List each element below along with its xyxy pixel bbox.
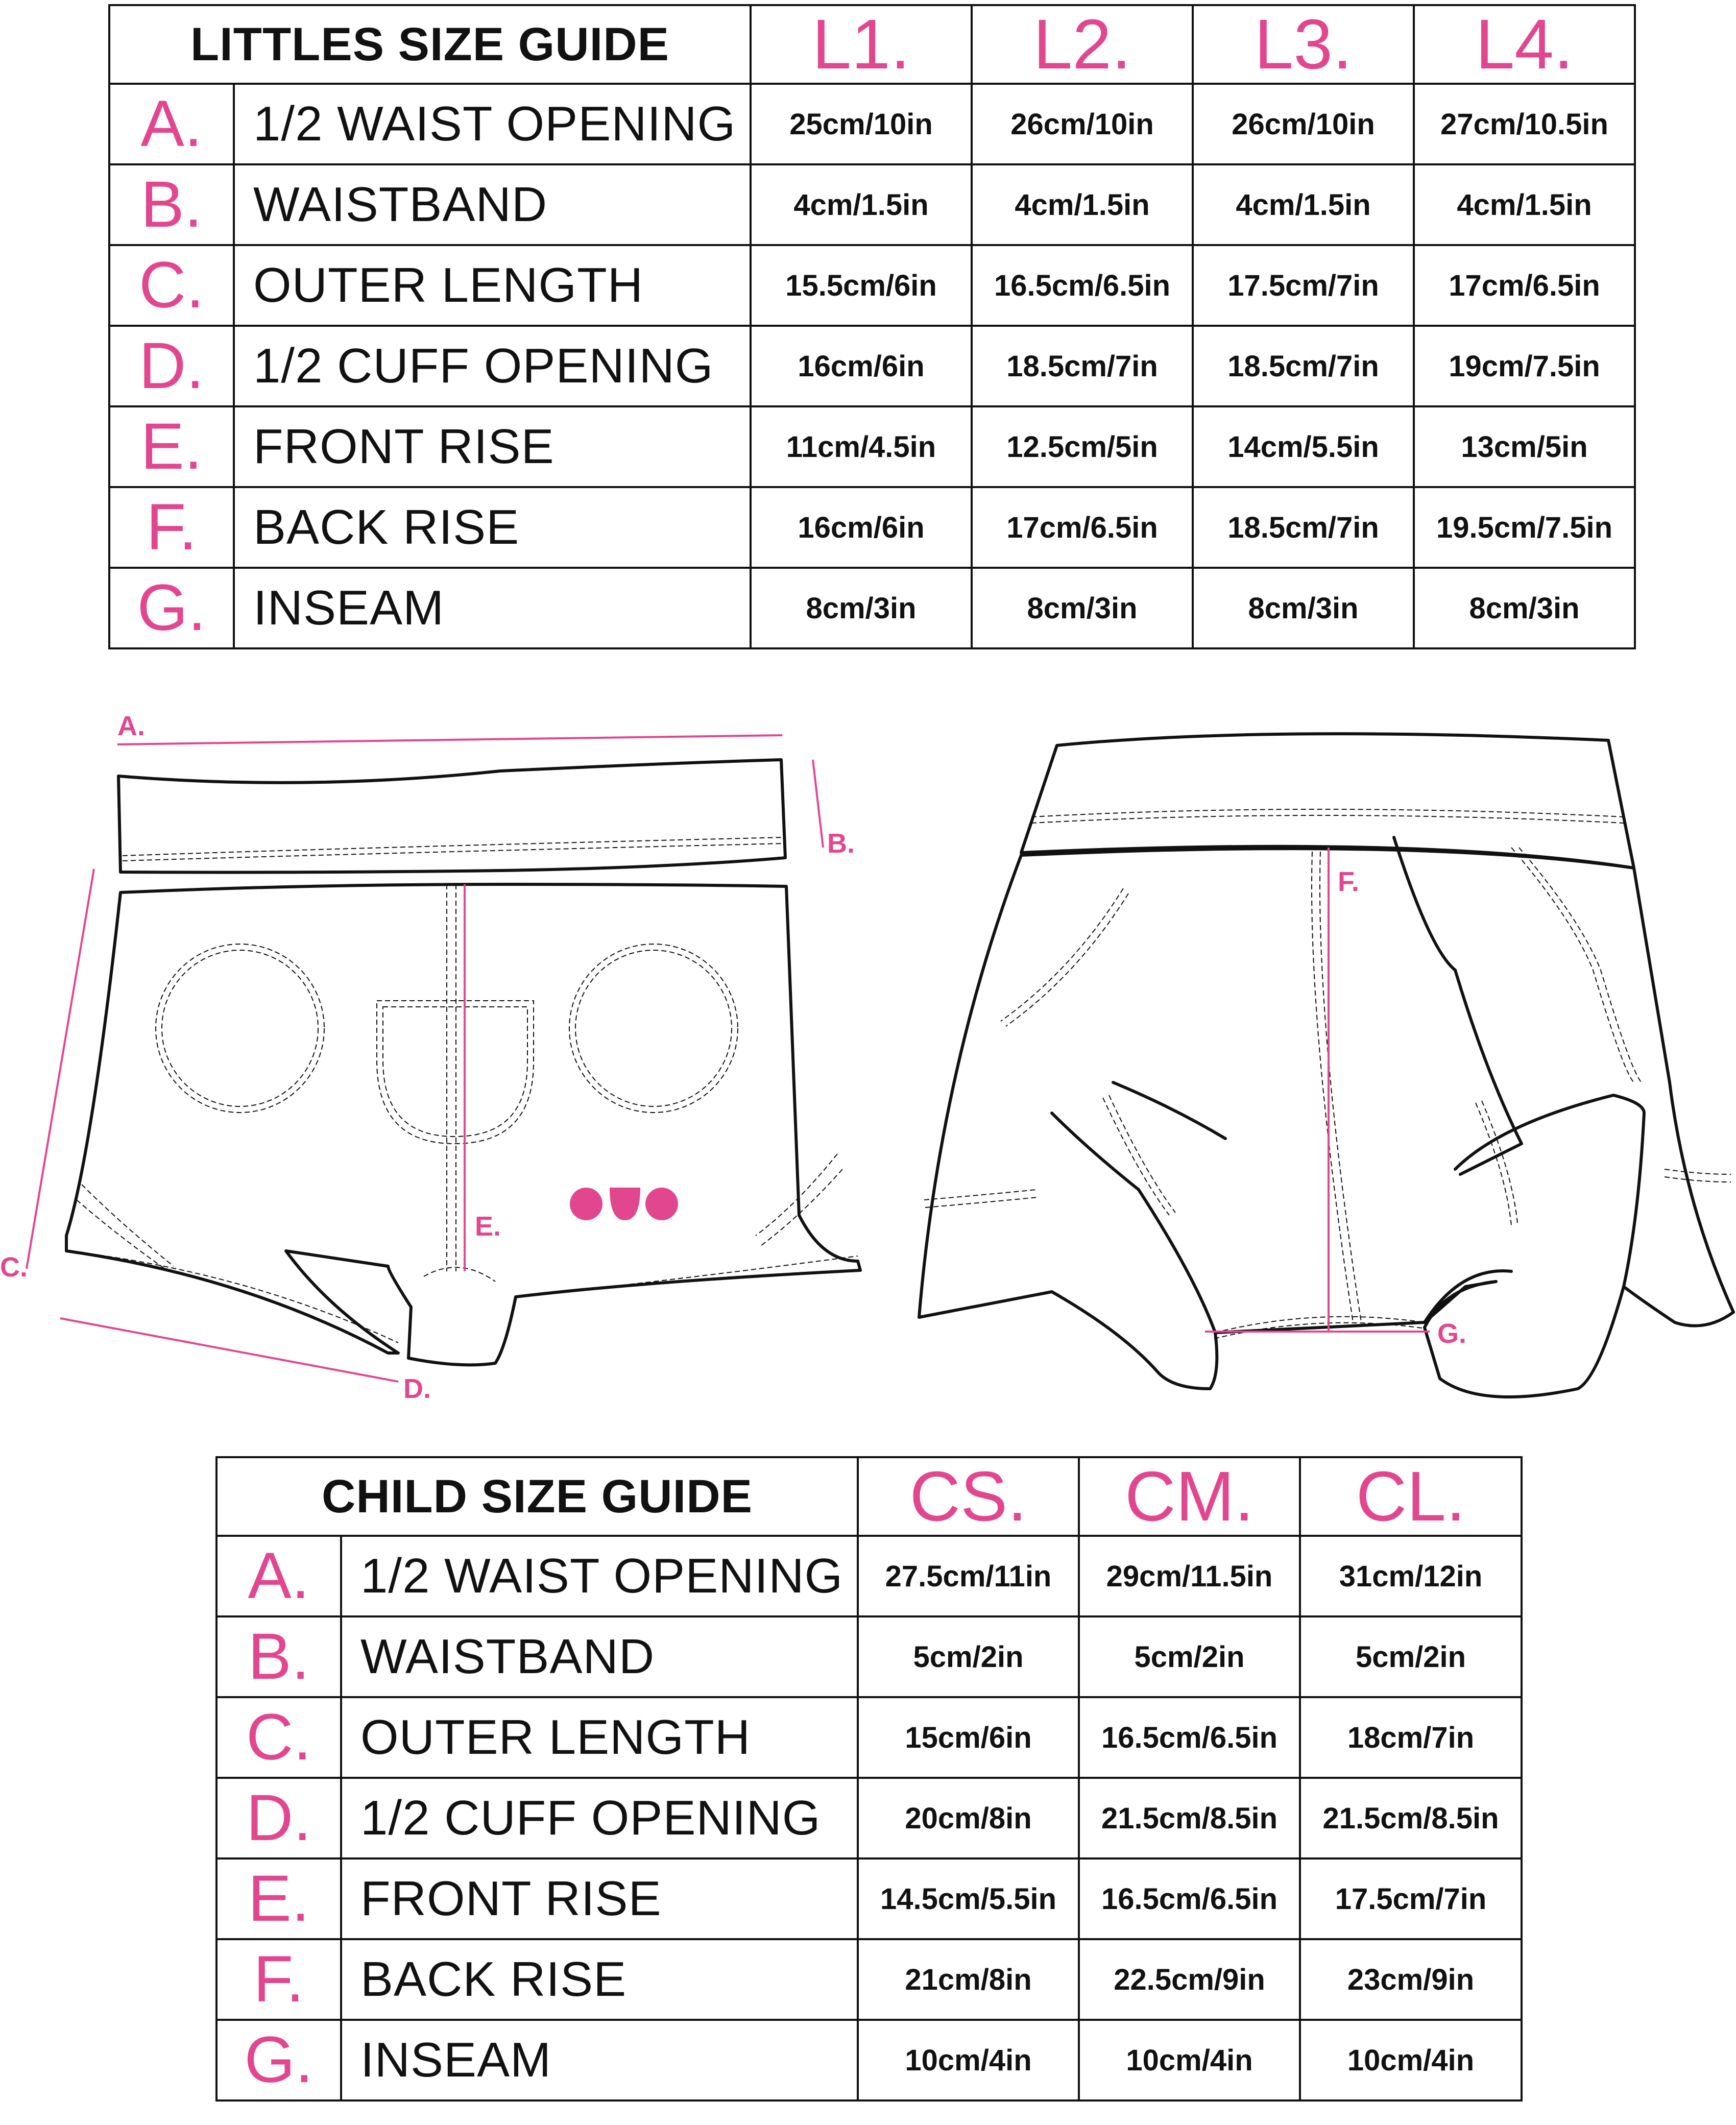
table-cell: 18.5cm/7in xyxy=(1193,487,1414,568)
table-cell: 15.5cm/6in xyxy=(751,245,972,326)
table-cell: 17.5cm/7in xyxy=(1193,245,1414,326)
row-label: WAISTBAND xyxy=(234,164,751,245)
size-header: L4. xyxy=(1414,5,1635,84)
row-label: OUTER LENGTH xyxy=(341,1697,858,1778)
size-header: L2. xyxy=(972,5,1193,84)
table-cell: 11cm/4.5in xyxy=(751,406,972,487)
row-label: BACK RISE xyxy=(234,487,751,568)
label-a: A. xyxy=(117,711,145,741)
table-cell: 16.5cm/6.5in xyxy=(1079,1858,1300,1939)
table-cell: 17cm/6.5in xyxy=(972,487,1193,568)
row-label: BACK RISE xyxy=(341,1939,858,2020)
table-cell: 8cm/3in xyxy=(1193,568,1414,648)
table-row xyxy=(109,406,1635,487)
row-letter: C. xyxy=(109,245,234,326)
table-cell: 5cm/2in xyxy=(1079,1616,1300,1697)
label-g: G. xyxy=(1437,1318,1467,1349)
size-header: L3. xyxy=(1193,5,1414,84)
table-title: CHILD SIZE GUIDE xyxy=(216,1457,858,1536)
row-label: 1/2 WAIST OPENING xyxy=(234,84,751,164)
table-cell: 4cm/1.5in xyxy=(751,164,972,245)
table-cell: 22.5cm/9in xyxy=(1079,1939,1300,2020)
row-label: 1/2 CUFF OPENING xyxy=(341,1778,858,1858)
shorts-body-outline xyxy=(66,884,860,1365)
child-size-table xyxy=(215,1456,1523,2102)
table-row xyxy=(216,1778,1522,1858)
table-cell: 31cm/12in xyxy=(1300,1536,1522,1616)
waistband-outline xyxy=(118,760,785,873)
table-cell: 14cm/5.5in xyxy=(1193,406,1414,487)
label-f: F. xyxy=(1338,866,1360,897)
size-header: CS. xyxy=(858,1457,1079,1536)
table-cell: 16cm/6in xyxy=(751,487,972,568)
table-cell: 20cm/8in xyxy=(858,1778,1079,1858)
row-letter: D. xyxy=(109,326,234,406)
table-header-row xyxy=(109,5,1635,84)
littles-size-table xyxy=(108,4,1636,649)
row-letter: B. xyxy=(216,1616,341,1697)
label-d: D. xyxy=(403,1373,431,1404)
table-row xyxy=(216,1536,1522,1616)
table-row xyxy=(216,1697,1522,1778)
table-cell: 17cm/6.5in xyxy=(1414,245,1635,326)
row-letter: D. xyxy=(216,1778,341,1858)
row-label: 1/2 CUFF OPENING xyxy=(234,326,751,406)
table-row xyxy=(109,84,1635,164)
table-cell: 4cm/1.5in xyxy=(1414,164,1635,245)
row-label: INSEAM xyxy=(341,2020,858,2100)
row-letter: C. xyxy=(216,1697,341,1778)
table-cell: 29cm/11.5in xyxy=(1079,1536,1300,1616)
table-cell: 14.5cm/5.5in xyxy=(858,1858,1079,1939)
table-cell: 21.5cm/8.5in xyxy=(1300,1778,1522,1858)
table-row xyxy=(109,245,1635,326)
row-label: FRONT RISE xyxy=(341,1858,858,1939)
table-cell: 8cm/3in xyxy=(1414,568,1635,648)
table-cell: 5cm/2in xyxy=(1300,1616,1522,1697)
table-cell: 27.5cm/11in xyxy=(858,1536,1079,1616)
table-row xyxy=(109,164,1635,245)
row-letter: A. xyxy=(216,1536,341,1616)
table-cell: 21cm/8in xyxy=(858,1939,1079,2020)
size-header: L1. xyxy=(751,5,972,84)
table-cell: 4cm/1.5in xyxy=(972,164,1193,245)
table-cell: 26cm/10in xyxy=(1193,84,1414,164)
table-cell: 13cm/5in xyxy=(1414,406,1635,487)
label-c: C. xyxy=(0,1252,28,1283)
row-label: 1/2 WAIST OPENING xyxy=(341,1536,858,1616)
table-cell: 19cm/7.5in xyxy=(1414,326,1635,406)
row-letter: A. xyxy=(109,84,234,164)
table-cell: 27cm/10.5in xyxy=(1414,84,1635,164)
row-label: INSEAM xyxy=(234,568,751,648)
table-cell: 10cm/4in xyxy=(1300,2020,1522,2100)
table-row xyxy=(216,2020,1522,2100)
row-letter: G. xyxy=(216,2020,341,2100)
table-cell: 15cm/6in xyxy=(858,1697,1079,1778)
table-cell: 26cm/10in xyxy=(972,84,1193,164)
brand-logo xyxy=(570,1188,678,1220)
row-label: OUTER LENGTH xyxy=(234,245,751,326)
table-cell: 10cm/4in xyxy=(858,2020,1079,2100)
row-letter: F. xyxy=(109,487,234,568)
row-letter: B. xyxy=(109,164,234,245)
table-title: LITTLES SIZE GUIDE xyxy=(109,5,751,84)
table-row xyxy=(109,568,1635,648)
table-cell: 18.5cm/7in xyxy=(1193,326,1414,406)
table-cell: 19.5cm/7.5in xyxy=(1414,487,1635,568)
label-b: B. xyxy=(827,828,855,859)
row-letter: F. xyxy=(216,1939,341,2020)
table-row xyxy=(109,487,1635,568)
table-cell: 16.5cm/6.5in xyxy=(972,245,1193,326)
table-cell: 12.5cm/5in xyxy=(972,406,1193,487)
shorts-back-diagram xyxy=(909,715,1736,1409)
size-header: CM. xyxy=(1079,1457,1300,1536)
table-cell: 18cm/7in xyxy=(1300,1697,1522,1778)
table-cell: 10cm/4in xyxy=(1079,2020,1300,2100)
shorts-front-diagram xyxy=(0,694,899,1419)
table-cell: 25cm/10in xyxy=(751,84,972,164)
row-letter: E. xyxy=(216,1858,341,1939)
table-row xyxy=(109,326,1635,406)
table-cell: 8cm/3in xyxy=(972,568,1193,648)
table-row xyxy=(216,1939,1522,2020)
size-header: CL. xyxy=(1300,1457,1522,1536)
table-row xyxy=(216,1616,1522,1697)
row-letter: E. xyxy=(109,406,234,487)
table-cell: 18.5cm/7in xyxy=(972,326,1193,406)
table-cell: 21.5cm/8.5in xyxy=(1079,1778,1300,1858)
table-cell: 5cm/2in xyxy=(858,1616,1079,1697)
table-cell: 16.5cm/6.5in xyxy=(1079,1697,1300,1778)
table-cell: 4cm/1.5in xyxy=(1193,164,1414,245)
row-label: FRONT RISE xyxy=(234,406,751,487)
table-header-row xyxy=(216,1457,1522,1536)
table-cell: 17.5cm/7in xyxy=(1300,1858,1522,1939)
row-label: WAISTBAND xyxy=(341,1616,858,1697)
table-cell: 23cm/9in xyxy=(1300,1939,1522,2020)
table-row xyxy=(216,1858,1522,1939)
table-cell: 8cm/3in xyxy=(751,568,972,648)
table-cell: 16cm/6in xyxy=(751,326,972,406)
label-e: E. xyxy=(475,1211,501,1242)
row-letter: G. xyxy=(109,568,234,648)
